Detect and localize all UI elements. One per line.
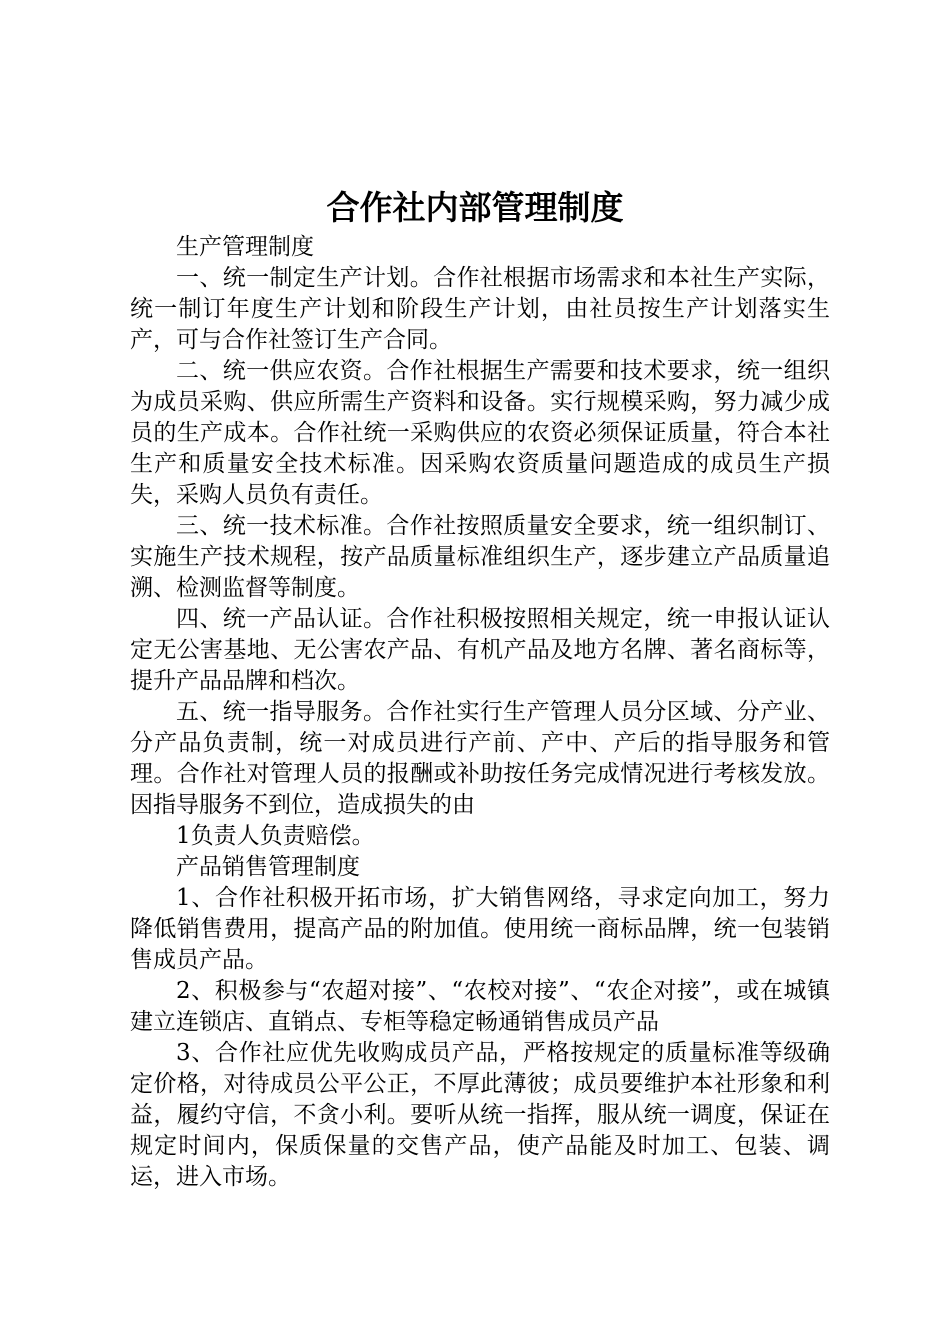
paragraph-continuation: 1负责人负责赔偿。 [176, 823, 375, 849]
section-heading-production: 生产管理制度 [176, 234, 314, 260]
paragraph-item-1: 一、统一制定生产计划。合作社根据市场需求和本社生产实际，统一制订年度生产计划和阶段生产计划，由社员按生产计划落实生产，可与合作社签订生产合同。 [130, 265, 830, 353]
sales-item-1: 1、合作社积极开拓市场，扩大销售网络，寻求定向加工，努力降低销售费用，提高产品的附加值。使用统一商标品牌，统一包装销售成员产品。 [130, 885, 830, 973]
sales-item-3: 3、合作社应优先收购成员产品，严格按规定的质量标准等级确定价格，对待成员公平公正，不厚此薄彼；成员要维护本社形象和利益，履约守信，不贪小利。要听从统一指挥，服从统一调度，保证在规定时间内，保质保量的交售产品，使产品能及时加工、包装、调运，进入市场。 [130, 1040, 830, 1190]
paragraph-item-3: 三、统一技术标准。合作社按照质量安全要求，统一组织制订、实施生产技术规程，按产品质量标准组织生产，逐步建立产品质量追溯、检测监督等制度。 [130, 513, 830, 601]
document-title: 合作社内部管理制度 [326, 188, 624, 227]
sales-item-2: 2、积极参与“农超对接”、“农校对接”、“农企对接”，或在城镇建立连锁店、直销点、专柜等稳定畅通销售成员产品 [130, 978, 830, 1035]
document-body [130, 232, 830, 1193]
paragraph-item-2: 二、统一供应农资。合作社根据生产需要和技术要求，统一组织为成员采购、供应所需生产资料和设备。实行规模采购，努力减少成员的生产成本。合作社统一采购供应的农资必须保证质量，符合本社生产和质量安全技术标准。因采购农资质量问题造成的成员生产损失，采购人员负有责任。 [130, 358, 830, 508]
paragraph-item-4: 四、统一产品认证。合作社积极按照相关规定，统一申报认证认定无公害基地、无公害农产品、有机产品及地方名牌、著名商标等，提升产品品牌和档次。 [130, 606, 830, 694]
section-heading-sales: 产品销售管理制度 [176, 854, 360, 880]
paragraph-item-5: 五、统一指导服务。合作社实行生产管理人员分区域、分产业、分产品负责制，统一对成员进行产前、产中、产后的指导服务和管理。合作社对管理人员的报酬或补助按任务完成情况进行考核发放。因指导服务不到位，造成损失的由 [130, 699, 830, 818]
